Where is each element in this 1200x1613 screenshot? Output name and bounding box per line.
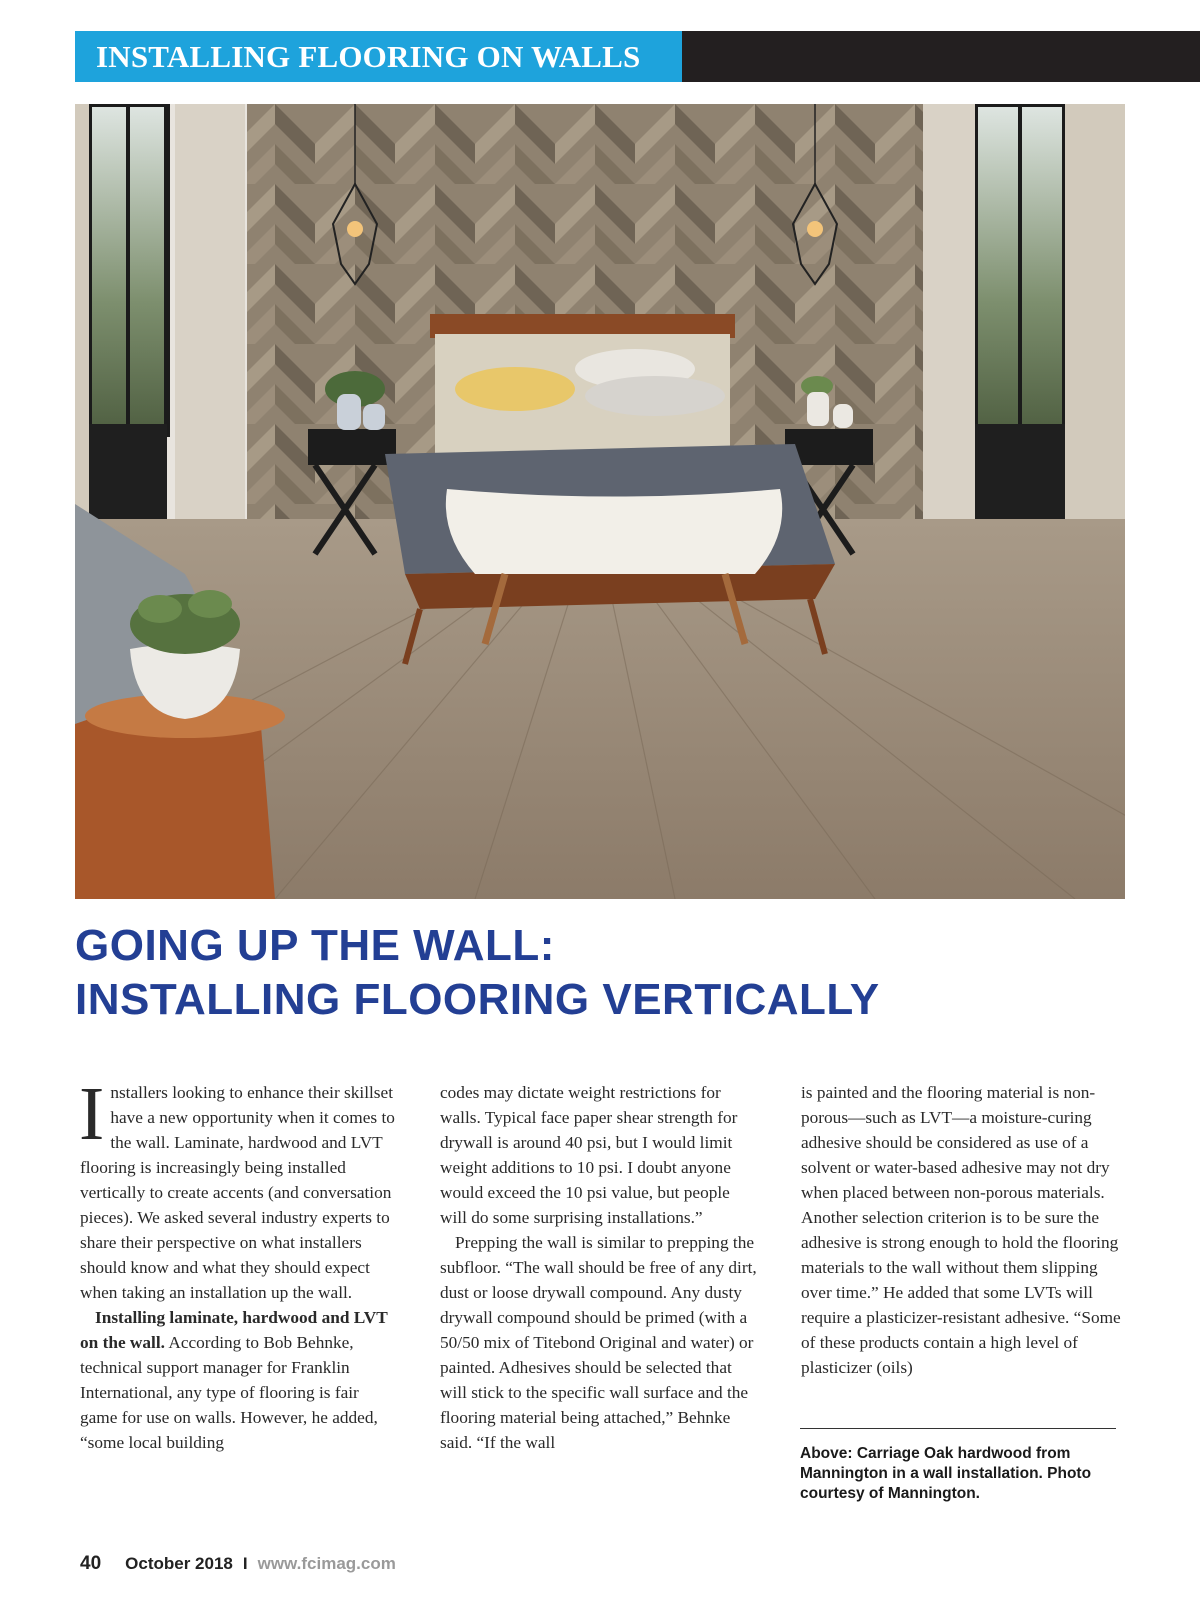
paragraph: Prepping the wall is similar to prepping the subfloor. “The wall should be free of any dirt, dust or loose drywall compound. Any dusty drywall compound should be primed (with a 50/50 mix of Titebond Original and water) or painted. Adhesives should be selected that will stick to the specific wall surface and the flooring material being attached,” Behnke said. “If the wall — [440, 1233, 757, 1452]
website-link[interactable]: www.fcimag.com — [257, 1554, 396, 1573]
page-number: 40 — [80, 1553, 102, 1574]
footer-separator: I — [242, 1554, 248, 1573]
paragraph: is painted and the flooring material is non-porous—such as LVT—a moisture-curing adhesive should be considered as use of a solvent or water-based adhesive may not dry when placed between non-porous materials. Another selection criterion is to be sure the adhesive is strong enough to hold the flooring materials to the wall without them slipping over time.” He added that some LVTs will require a plasticizer-resistant adhesive. “Some of these products contain a high level of plasticizer (oils) — [801, 1083, 1121, 1377]
run-in-heading: Installing laminate, hardwood and LVT on the wall. — [80, 1308, 388, 1352]
headline-line-1: GOING UP THE WALL: — [75, 921, 555, 970]
issue-date: October 2018 — [125, 1554, 233, 1573]
caption-divider — [800, 1428, 1116, 1429]
paragraph: codes may dictate weight restrictions for walls. Typical face paper shear strength for drywall is around 40 psi, but I would limit weight additions to 10 psi. I doubt anyone would exceed the 10 psi value, but people will do some surprising installations.” — [440, 1083, 738, 1227]
section-header-tab — [75, 31, 682, 82]
article-headline — [75, 919, 1125, 1027]
photo-caption: Above: Carriage Oak hardwood from Mannington in a wall installation. Photo courtesy of Mannington. — [800, 1445, 1092, 1502]
page-footer — [80, 1553, 396, 1575]
bedroom-wall-photo — [75, 104, 1125, 899]
body-column-3 — [801, 1080, 1121, 1380]
paragraph-text: According to Bob Behnke, technical support manager for Franklin International, any type of flooring is fair game for use on walls. However, he added, “some local building — [80, 1333, 378, 1452]
headline-line-2: INSTALLING FLOORING VERTICALLY — [75, 975, 880, 1024]
section-title: INSTALLING FLOORING ON WALLS — [96, 39, 641, 74]
paragraph — [80, 1305, 400, 1455]
body-column-1 — [79, 1072, 400, 1455]
body-column-2 — [440, 1080, 760, 1455]
drop-cap: I — [79, 1072, 105, 1156]
intro-text: nstallers looking to enhance their skillset have a new opportunity when it comes to the wall. Laminate, hardwood and LVT flooring is increasingly being installed vertically to create accents (and conversation pieces). We asked several industry experts to share their perspective on what installers should know and what they should expect when taking an installation up the wall. — [80, 1083, 395, 1302]
section-header-bar — [682, 31, 1200, 82]
intro-paragraph — [79, 1072, 400, 1305]
